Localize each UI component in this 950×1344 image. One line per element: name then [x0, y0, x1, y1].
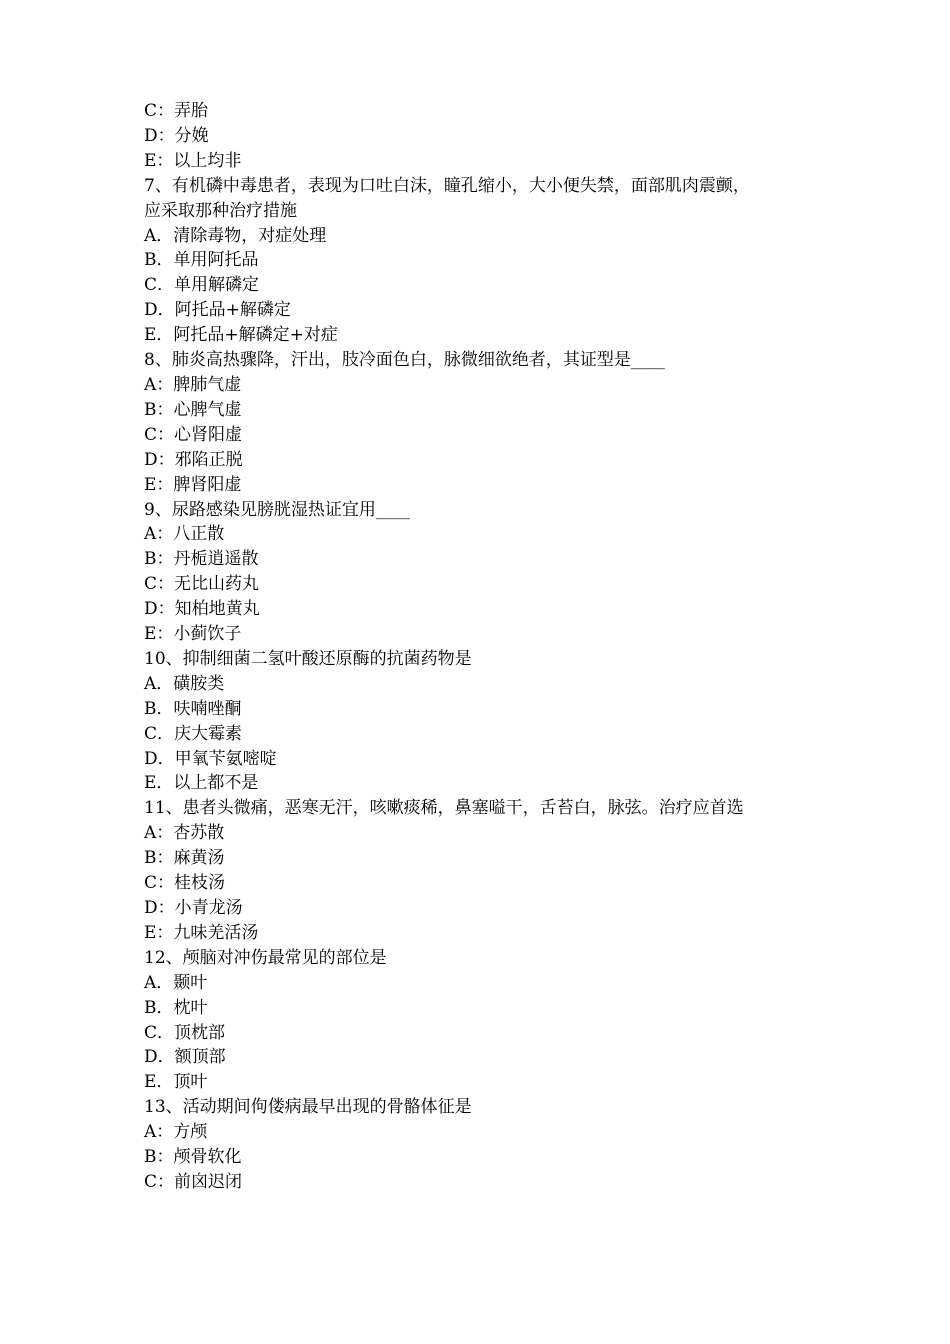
q9-option-c: C：无比山药丸	[144, 574, 260, 595]
q9-option-b: B：丹栀逍遥散	[144, 549, 259, 570]
q9-option-a: A：八正散	[144, 524, 225, 545]
option-e: E：以上均非	[144, 150, 242, 171]
q10-option-a: A．磺胺类	[144, 673, 225, 694]
q12-option-b: B．枕叶	[144, 997, 208, 1018]
question-9: 9、尿路感染见膀胱湿热证宜用____	[144, 499, 410, 520]
q7-option-d: D．阿托品+解磷定	[144, 300, 291, 321]
q11-option-d: D：小青龙汤	[144, 898, 243, 918]
q8-option-b: B：心脾气虚	[144, 399, 242, 420]
question-8: 8、肺炎高热骤降，汗出，肢冷面色白，脉微细欲绝者，其证型是____	[144, 350, 665, 371]
question-13: 13、活动期间佝偻病最早出现的骨骼体征是	[144, 1097, 472, 1118]
question-7-continued: 应采取那种治疗措施	[144, 200, 297, 221]
q12-option-d: D．额顶部	[144, 1047, 226, 1068]
q7-option-c: C．单用解磷定	[144, 275, 260, 296]
q10-option-c: C．庆大霉素	[144, 723, 243, 744]
q7-option-e: E．阿托品+解磷定+对症	[144, 325, 338, 346]
q10-option-d: D．甲氧苄氨嘧啶	[144, 748, 277, 769]
q10-option-e: E．以上都不是	[144, 773, 259, 794]
question-10: 10、抑制细菌二氢叶酸还原酶的抗菌药物是	[144, 648, 472, 669]
document-page	[144, 99, 834, 1195]
q13-option-c: C：前囟迟闭	[144, 1171, 243, 1192]
q7-option-a: A．清除毒物，对症处理	[144, 225, 327, 246]
question-12: 12、颅脑对冲伤最常见的部位是	[144, 947, 387, 968]
q8-option-a: A：脾肺气虚	[144, 374, 242, 395]
q9-option-e: E：小蓟饮子	[144, 624, 242, 645]
option-c: C：弄胎	[144, 101, 209, 121]
q10-option-b: B．呋喃唑酮	[144, 698, 242, 719]
q12-option-c: C．顶枕部	[144, 1022, 226, 1043]
q11-option-e: E：九味羌活汤	[144, 922, 259, 943]
q8-option-e: E：脾肾阳虚	[144, 474, 242, 495]
q12-option-a: A．颞叶	[144, 972, 208, 993]
q13-option-b: B：颅骨软化	[144, 1147, 242, 1168]
q11-option-a: A：杏苏散	[144, 823, 225, 844]
q13-option-a: A：方颅	[144, 1122, 208, 1143]
q7-option-b: B．单用阿托品	[144, 250, 259, 271]
q8-option-d: D：邪陷正脱	[144, 449, 243, 470]
q8-option-c: C：心肾阳虚	[144, 424, 243, 445]
q11-option-c: C：桂枝汤	[144, 873, 226, 894]
q11-option-b: B：麻黄汤	[144, 848, 225, 869]
option-d: D：分娩	[144, 125, 209, 146]
q9-option-d: D：知柏地黄丸	[144, 599, 260, 620]
question-11: 11、患者头微痛，恶寒无汗，咳嗽痰稀，鼻塞嗌干，舌苔白，脉弦。治疗应首选	[144, 798, 744, 819]
q12-option-e: E．顶叶	[144, 1072, 208, 1093]
question-7: 7、有机磷中毒患者，表现为口吐白沫，瞳孔缩小，大小便失禁，面部肌肉震颤，	[144, 175, 750, 196]
